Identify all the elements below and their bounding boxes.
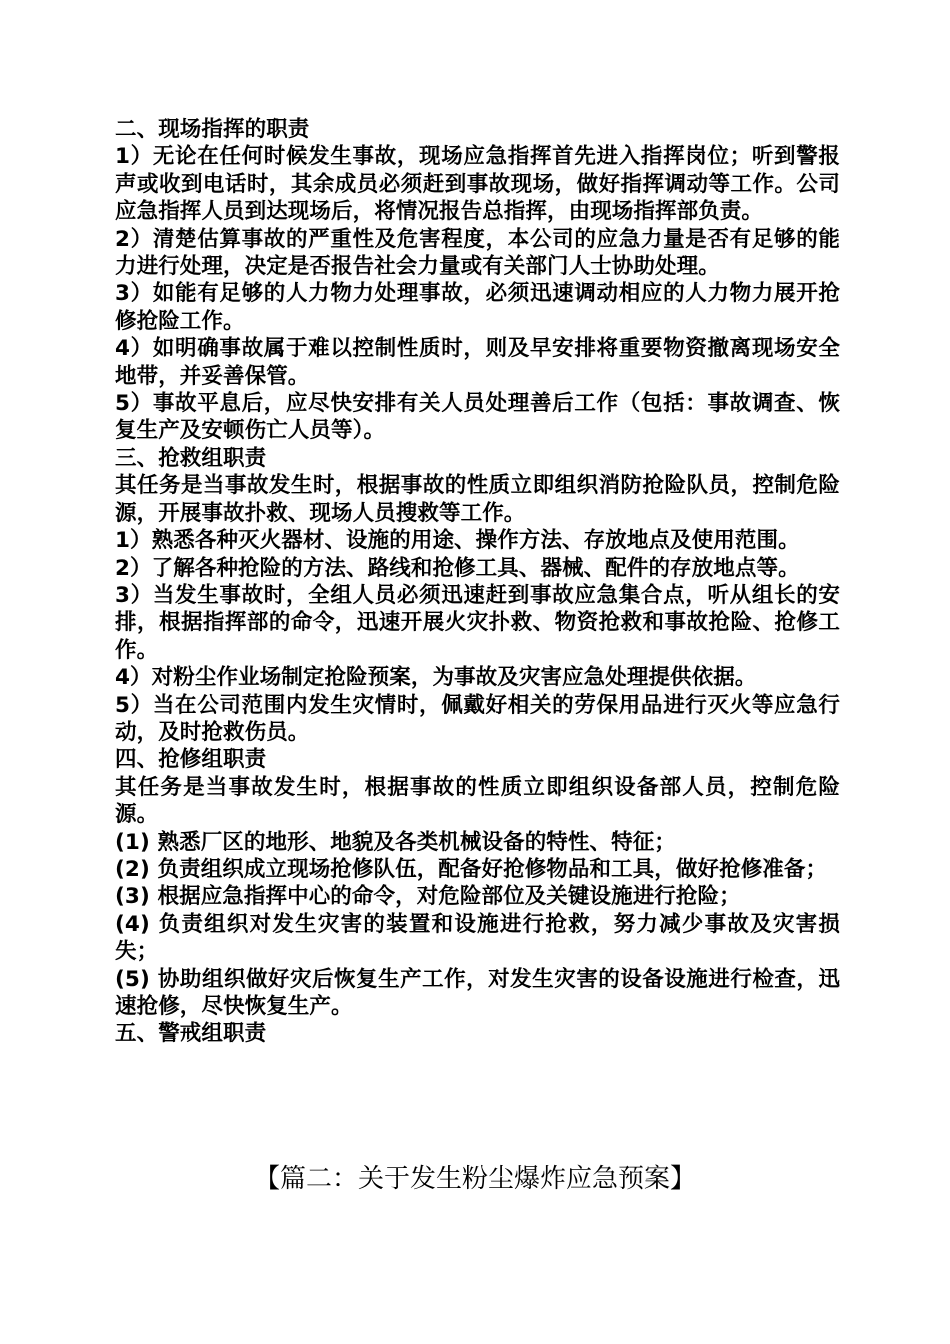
list-item: (5) 协助组织做好灾后恢复生产工作，对发生灾害的设备设施进行检查，迅速抢修，尽快恢复生产。 — [115, 966, 840, 1019]
paragraph: 其任务是当事故发生时，根据事故的性质立即组织消防抢险队员，控制危险源，开展事故扑救、现场人员搜救等工作。 — [115, 473, 840, 526]
paragraph: 1）熟悉各种灭火器材、设施的用途、操作方法、存放地点及使用范围。 — [115, 528, 800, 554]
paragraph: 2）了解各种抢险的方法、路线和抢修工具、器械、配件的存放地点等。 — [115, 555, 800, 581]
paragraph: 5）当在公司范围内发生灾情时，佩戴好相关的劳保用品进行灭火等应急行动，及时抢救伤员。 — [115, 692, 840, 745]
list-item: (3) 根据应急指挥中心的命令，对危险部位及关键设施进行抢险； — [115, 884, 741, 910]
paragraph: 1）无论在任何时候发生事故，现场应急指挥首先进入指挥岗位；听到警报声或收到电话时，其余成员必须赶到事故现场，做好指挥调动等工作。公司应急指挥人员到达现场后，将情况报告总指挥，由现场指挥部负责。 — [115, 144, 840, 225]
paragraph: 2）清楚估算事故的严重性及危害程度，本公司的应急力量是否有足够的能力进行处理，决定是否报告社会力量或有关部门人士协助处理。 — [115, 226, 840, 280]
paragraph: 5）事故平息后，应尽快安排有关人员处理善后工作（包括：事故调查、恢复生产及安顿伤亡人员等）。 — [115, 391, 840, 444]
section-heading-2: 二、现场指挥的职责 — [115, 117, 310, 142]
paragraph: 4）如明确事故属于难以控制性质时，则及早安排将重要物资撤离现场安全地带，并妥善保管。 — [115, 336, 840, 389]
paragraph: 3）如能有足够的人力物力处理事故，必须迅速调动相应的人力物力展开抢修抢险工作。 — [115, 281, 840, 334]
paragraph: 3）当发生事故时，全组人员必须迅速赶到事故应急集合点，听从组长的安排，根据指挥部的命令，迅速开展火灾扑救、物资抢救和事故抢险、抢修工作。 — [115, 582, 840, 663]
paragraph: 4）对粉尘作业场制定抢险预案，为事故及灾害应急处理提供依据。 — [115, 665, 757, 691]
paragraph: 其任务是当事故发生时，根据事故的性质立即组织设备部人员，控制危险源。 — [115, 774, 840, 828]
document-body — [115, 116, 840, 1048]
list-item: (1) 熟悉厂区的地形、地貌及各类机械设备的特性、特征； — [115, 829, 676, 855]
section-heading-5: 五、警戒组职责 — [115, 1021, 267, 1047]
section-title: 【篇二：关于发生粉尘爆炸应急预案】 — [253, 1164, 696, 1194]
list-item: (4) 负责组织对发生灾害的装置和设施进行抢救，努力减少事故及灾害损失； — [115, 911, 840, 965]
list-item: (2) 负责组织成立现场抢修队伍，配备好抢修物品和工具，做好抢修准备； — [115, 856, 828, 882]
section-heading-4: 四、抢修组职责 — [115, 747, 267, 773]
section-heading-3: 三、抢救组职责 — [115, 445, 267, 471]
